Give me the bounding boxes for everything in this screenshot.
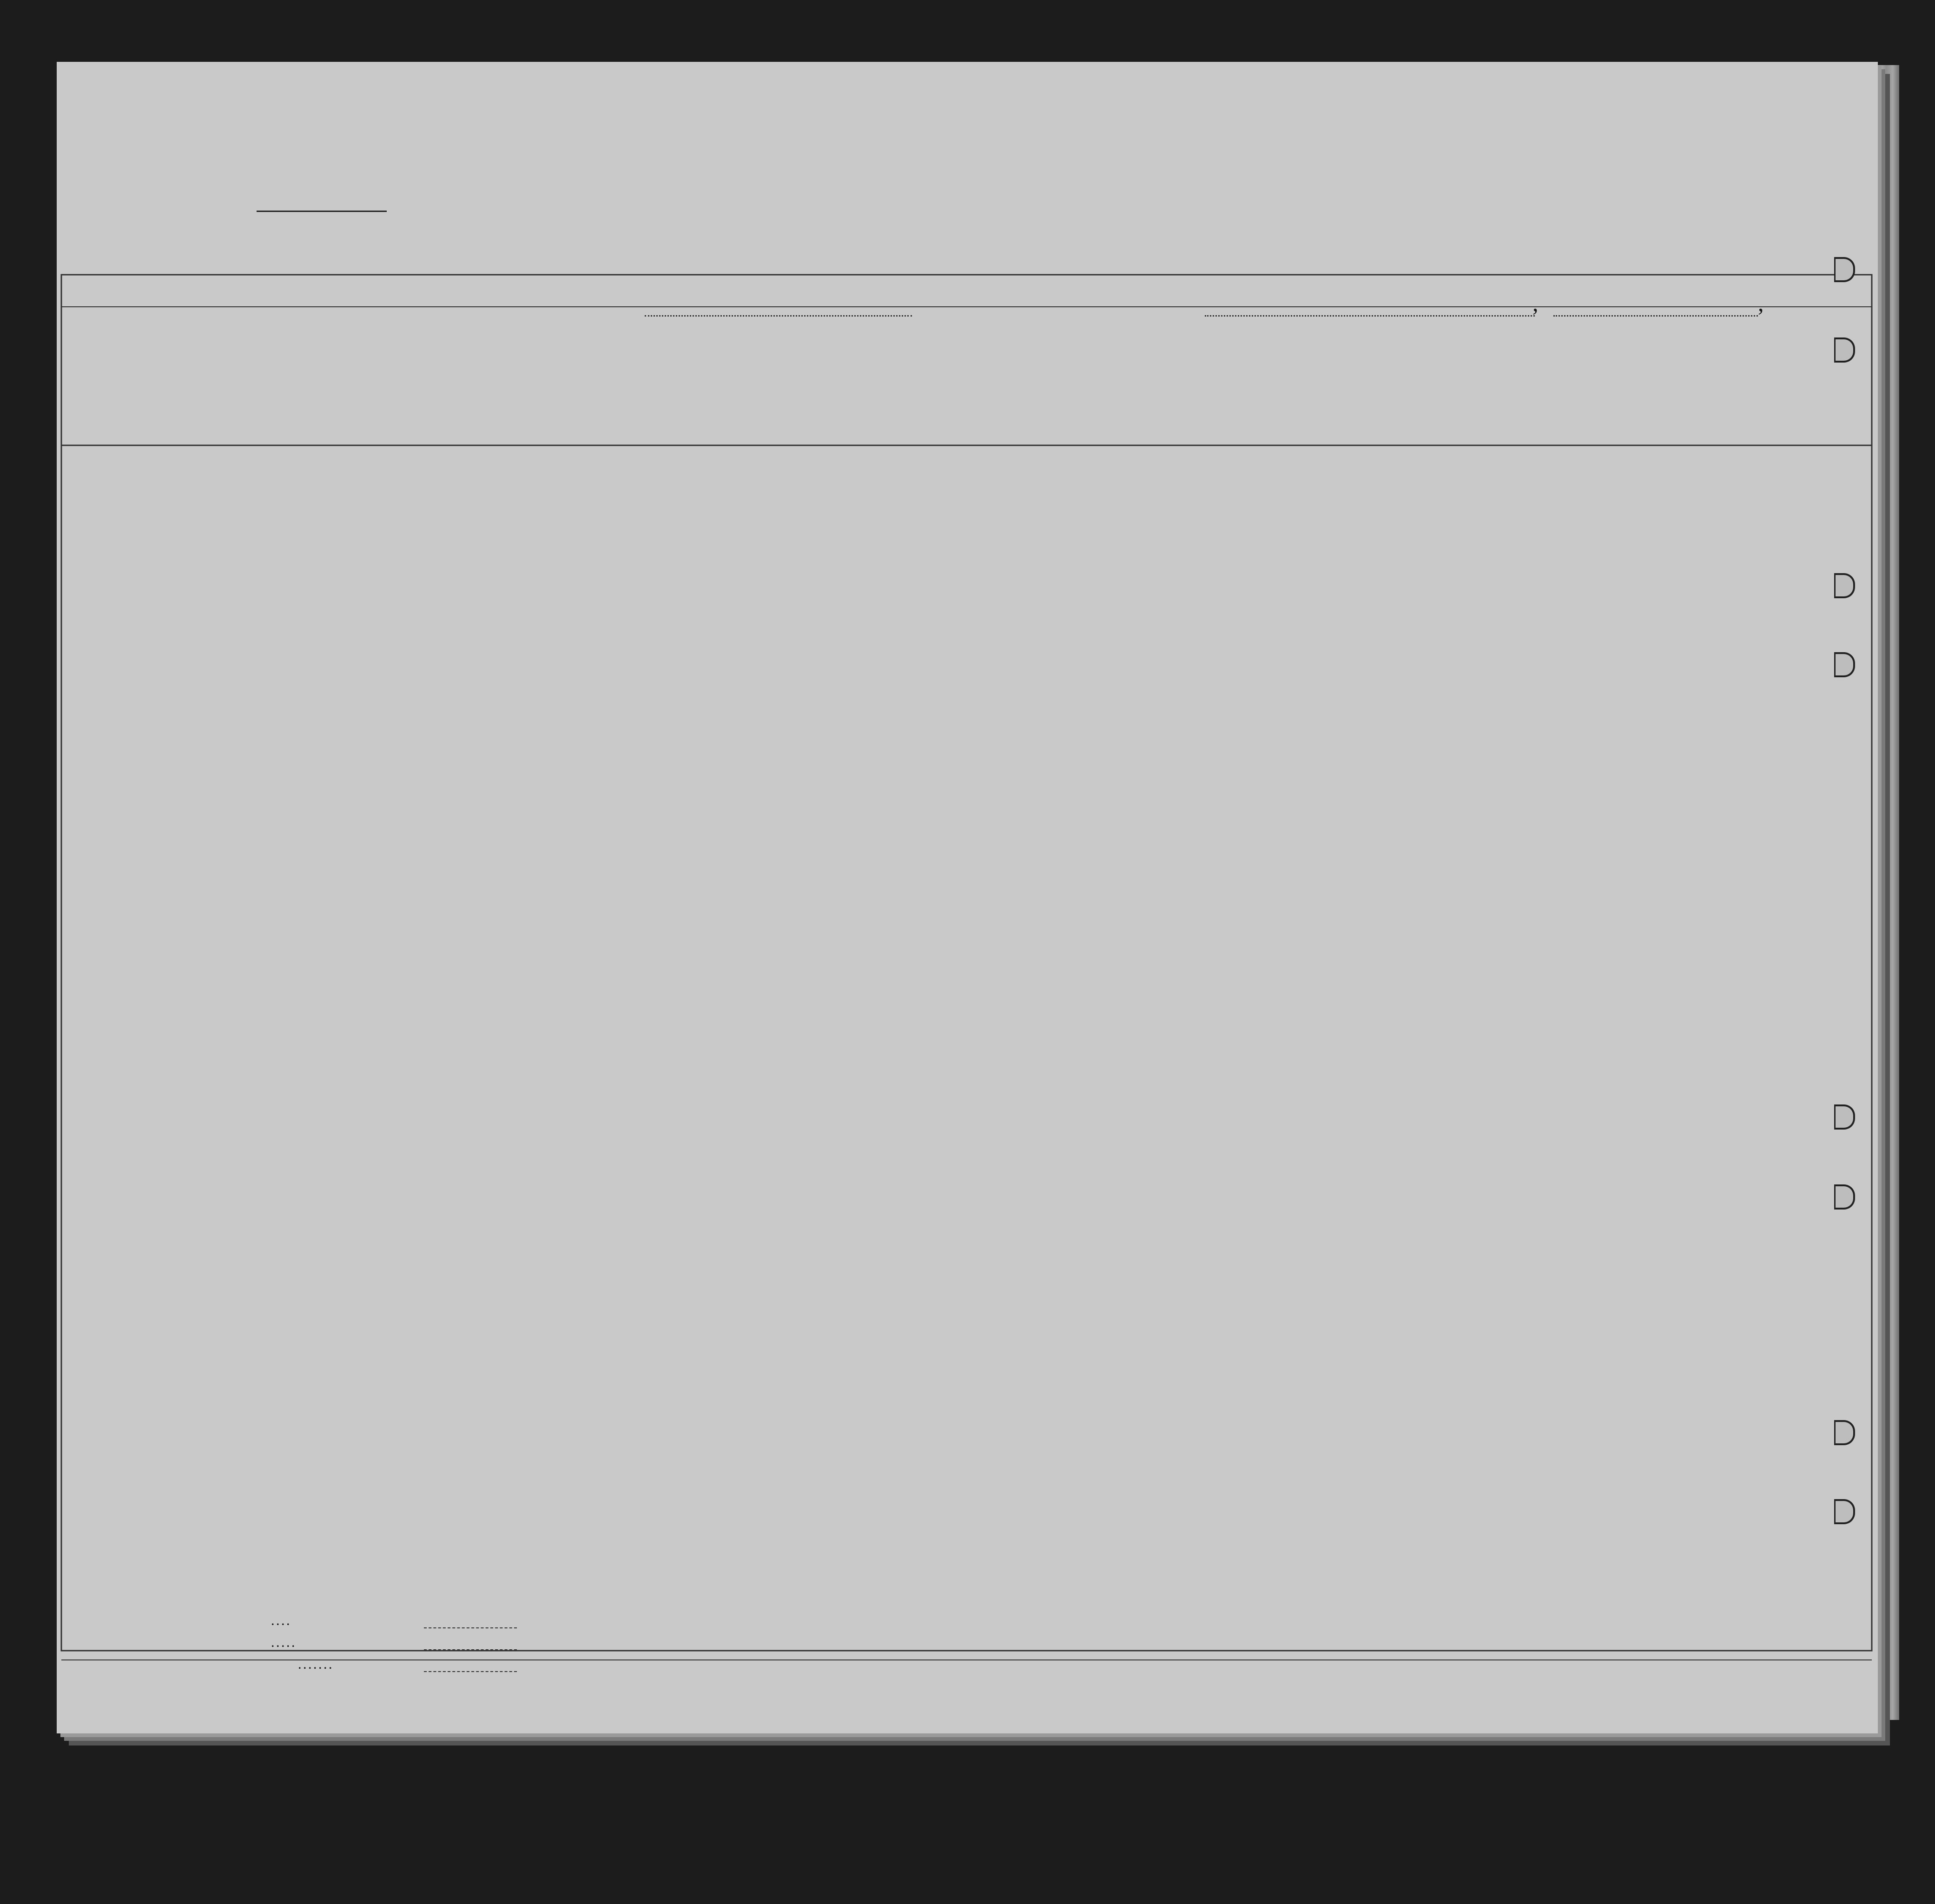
manifest-grid <box>57 62 1878 1733</box>
binder-hole <box>1834 652 1855 677</box>
total-passengers-line <box>424 1627 517 1628</box>
binder-hole <box>1834 1420 1855 1445</box>
page-stack-edge <box>1878 65 1899 1720</box>
aliens-label: . . . . . . . <box>298 1659 332 1671</box>
binder-hole <box>1834 1184 1855 1210</box>
binder-hole <box>1834 1499 1855 1524</box>
us-citizens-label: . . . . . <box>271 1638 295 1649</box>
binder-hole <box>1834 573 1855 598</box>
aliens-line <box>424 1671 517 1672</box>
binder-hole <box>1834 1104 1855 1130</box>
comma-1: , <box>1532 290 1539 316</box>
binder-hole <box>1834 337 1855 363</box>
binder-hole <box>1834 257 1855 282</box>
total-passengers-label: . . . . <box>271 1616 290 1627</box>
us-citizens-line <box>424 1649 517 1650</box>
manifest-sheet <box>57 62 1878 1733</box>
comma-2: , <box>1758 290 1764 316</box>
